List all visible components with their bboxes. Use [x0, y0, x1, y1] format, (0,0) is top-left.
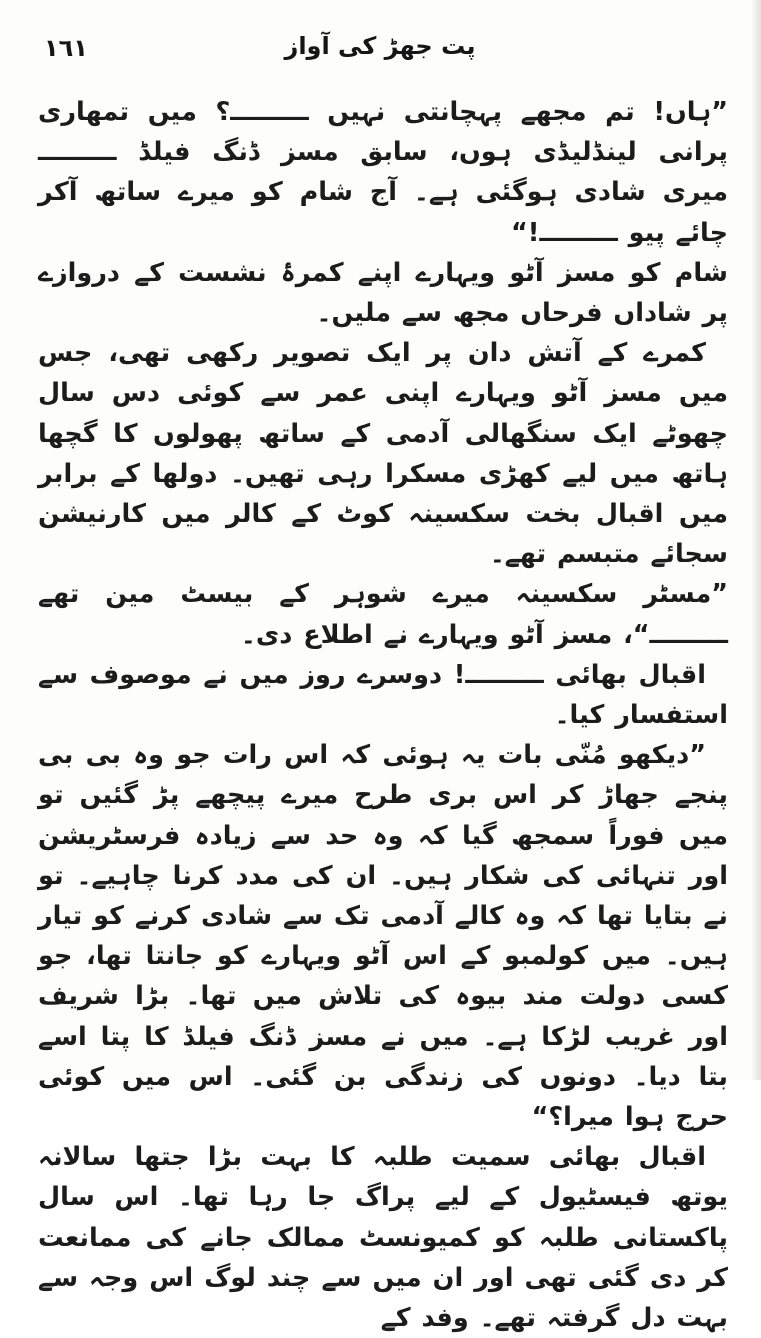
- page-header: [30, 30, 730, 78]
- paragraph-4: ”مسٹر سکسینہ میرے شوہر کے بیسٹ مین تھے ـــــــــ“، مسز آٹو ویہارے نے اطلاع دی۔: [38, 579, 728, 650]
- paragraph-3: کمرے کے آتش دان پر ایک تصویر رکھی تھی، جس میں مسز آٹو ویہارے اپنی عمر سے کوئی دس سال چھوٹے ایک سنگھالی آدمی کے ساتھ پھولوں کا گچھا ہاتھ میں لیے کھڑی مسکرا رہی تھیں۔ دولھا کے برابر میں اقبال بخت سکسینہ کوٹ کے کالر میں کارنیشن سجائے متبسم تھے۔: [38, 338, 728, 570]
- paragraph-7: اقبال بھائی سمیت طلبہ کا بہت بڑا جتھا سالانہ یوتھ فیسٹیول کے لیے پراگ جا رہا تھا۔ اس سال پاکستانی طلبہ کو کمیونسٹ ممالک جانے کی ممانعت کر دی گئی تھی اور ان میں سے چند لوگ اس وجہ سے بہت دل گرفتہ تھے۔ وفد کے: [38, 1142, 728, 1334]
- page-edge-shadow: [751, 0, 761, 1080]
- page-number: ١٦١: [44, 34, 88, 62]
- paragraph-6: ”دیکھو مُنّی بات یہ ہوئی کہ اس رات جو وہ بی بی پنجے جھاڑ کر اس بری طرح میرے پیچھے پڑ گئیں تو میں فوراً سمجھ گیا کہ وہ حد سے زیادہ فرسٹریشن اور تنہائی کی شکار ہیں۔ ان کی مدد کرنا چاہیے۔ تو نے بتایا تھا کہ وہ کالے آدمی تک سے شادی کرنے کو تیار ہیں۔ میں کولمبو کے اس آٹو ویہارے کو جانتا تھا، جو کسی دولت مند بیوہ کی تلاش میں تھا۔ بڑا شریف اور غریب لڑکا ہے۔ میں نے مسز ڈنگ فیلڈ کا پتا اسے بتا دیا۔ دونوں کی زندگی بن گئی۔ اس میں کوئی حرج ہوا میرا؟“: [38, 740, 728, 1133]
- paragraph-2: شام کو مسز آٹو ویہارے اپنے کمرۂ نشست کے دروازے پر شاداں فرحاں مجھ سے ملیں۔: [38, 257, 728, 329]
- paragraph-1: ”ہاں! تم مجھے پہچانتی نہیں ـــــــــ؟ میں تمھاری پرانی لینڈلیڈی ہوں، سابق مسز ڈنگ فیلڈ ـــــــــ میری شادی ہوگئی ہے۔ آج شام کو میرے ساتھ آکر چائے پیو ـــــــــ!“: [38, 97, 728, 248]
- body-text: [38, 92, 728, 1338]
- running-title: پت جھڑ کی آواز: [284, 32, 476, 60]
- paragraph-5: اقبال بھائی ـــــــــ! دوسرے روز میں نے موصوف سے استفسار کیا۔: [38, 659, 728, 731]
